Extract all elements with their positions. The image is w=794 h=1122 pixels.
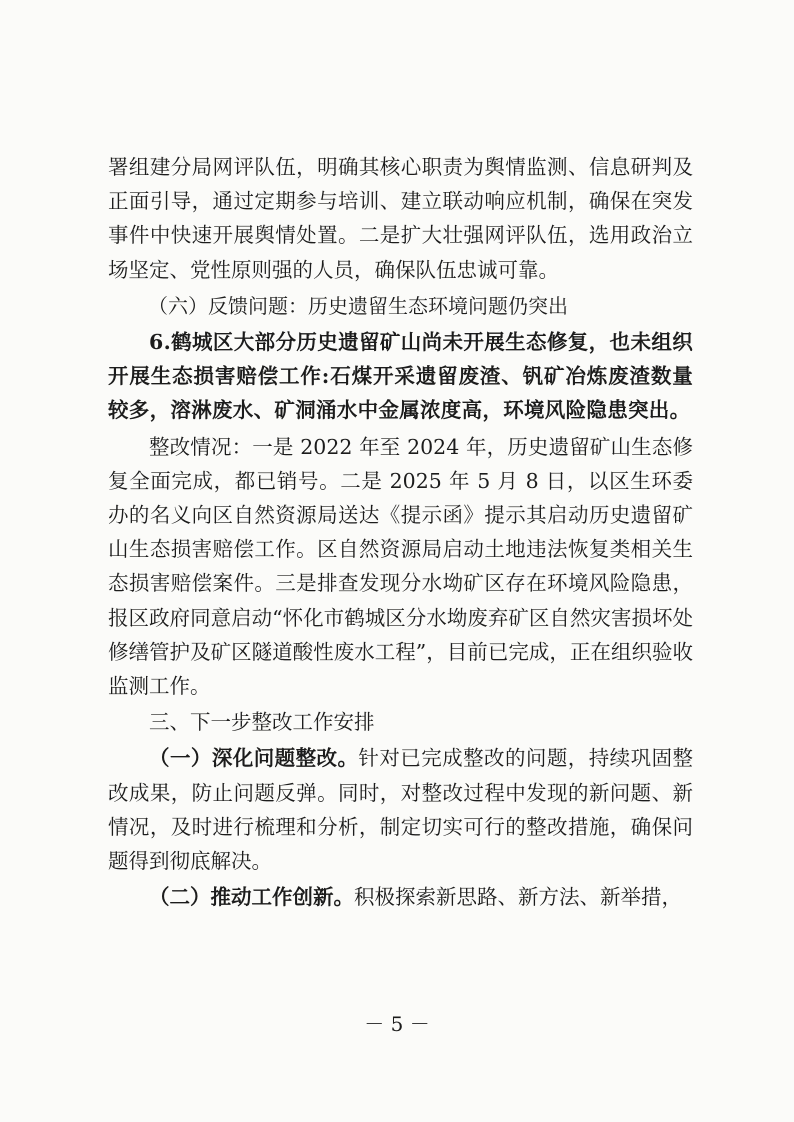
section-heading-next-steps: 三、下一步整改工作安排 — [149, 710, 375, 735]
page-number: － 5 － — [364, 1012, 430, 1036]
section-heading-feedback-6: （六）反馈问题：历史遗留生态环境问题仍突出 — [148, 293, 568, 318]
paragraph-deepen-rectification — [108, 741, 693, 878]
rectification-status: 整改情况：一是 2022 年至 2024 年，历史遗留矿山生态修复全面完成，都已销号。二是 2025 年 5 月 8 日，以区生环委办的名义向区自然资源局送达《提示函》提示其启动历史遗留矿山生态损害赔偿工作。区自然资源局启动土地违法恢复类相关生态损害赔偿案件。三是排查发现分水坳矿区存在环境风险隐患，报区政府同意启动“怀化市鹤城区分水坳废弃矿区自然灾害损坏处修缮管护及矿区隧道酸性废水工程”，目前已完成，正在组织验收监测工作。 — [108, 434, 693, 699]
body-work-innovation: 积极探索新思路、新方法、新举措， — [354, 885, 682, 910]
body-deepen-rectification: 针对已完成整改的问题，持续巩固整改成果，防止问题反弹。同时，对整改过程中发现的新问题、新情况，及时进行梳理和分析，制定切实可行的整改措施，确保问题得到彻底解决。 — [108, 746, 694, 874]
paragraph-continued-team: 署组建分局网评队伍，明确其核心职责为舆情监测、信息研判及正面引导，通过定期参与培训、建立联动响应机制，确保在突发事件中快速开展舆情处置。二是扩大壮强网评队伍，选用政治立场坚定、党性原则强的人员，确保队伍忠诚可靠。 — [108, 155, 693, 282]
issue-6-description: 6.鹤城区大部分历史遗留矿山尚未开展生态修复，也未组织开展生态损害赔偿工作:石煤开采遗留废渣、钒矿冶炼废渣数量较多，溶淋废水、矿洞涌水中金属浓度高，环境风险隐患突出。 — [108, 330, 693, 423]
lead-deepen-rectification: （一）深化问题整改。 — [149, 746, 359, 771]
lead-work-innovation: （二）推动工作创新。 — [149, 885, 354, 910]
paragraph-work-innovation — [108, 880, 693, 914]
document-body — [108, 150, 693, 914]
